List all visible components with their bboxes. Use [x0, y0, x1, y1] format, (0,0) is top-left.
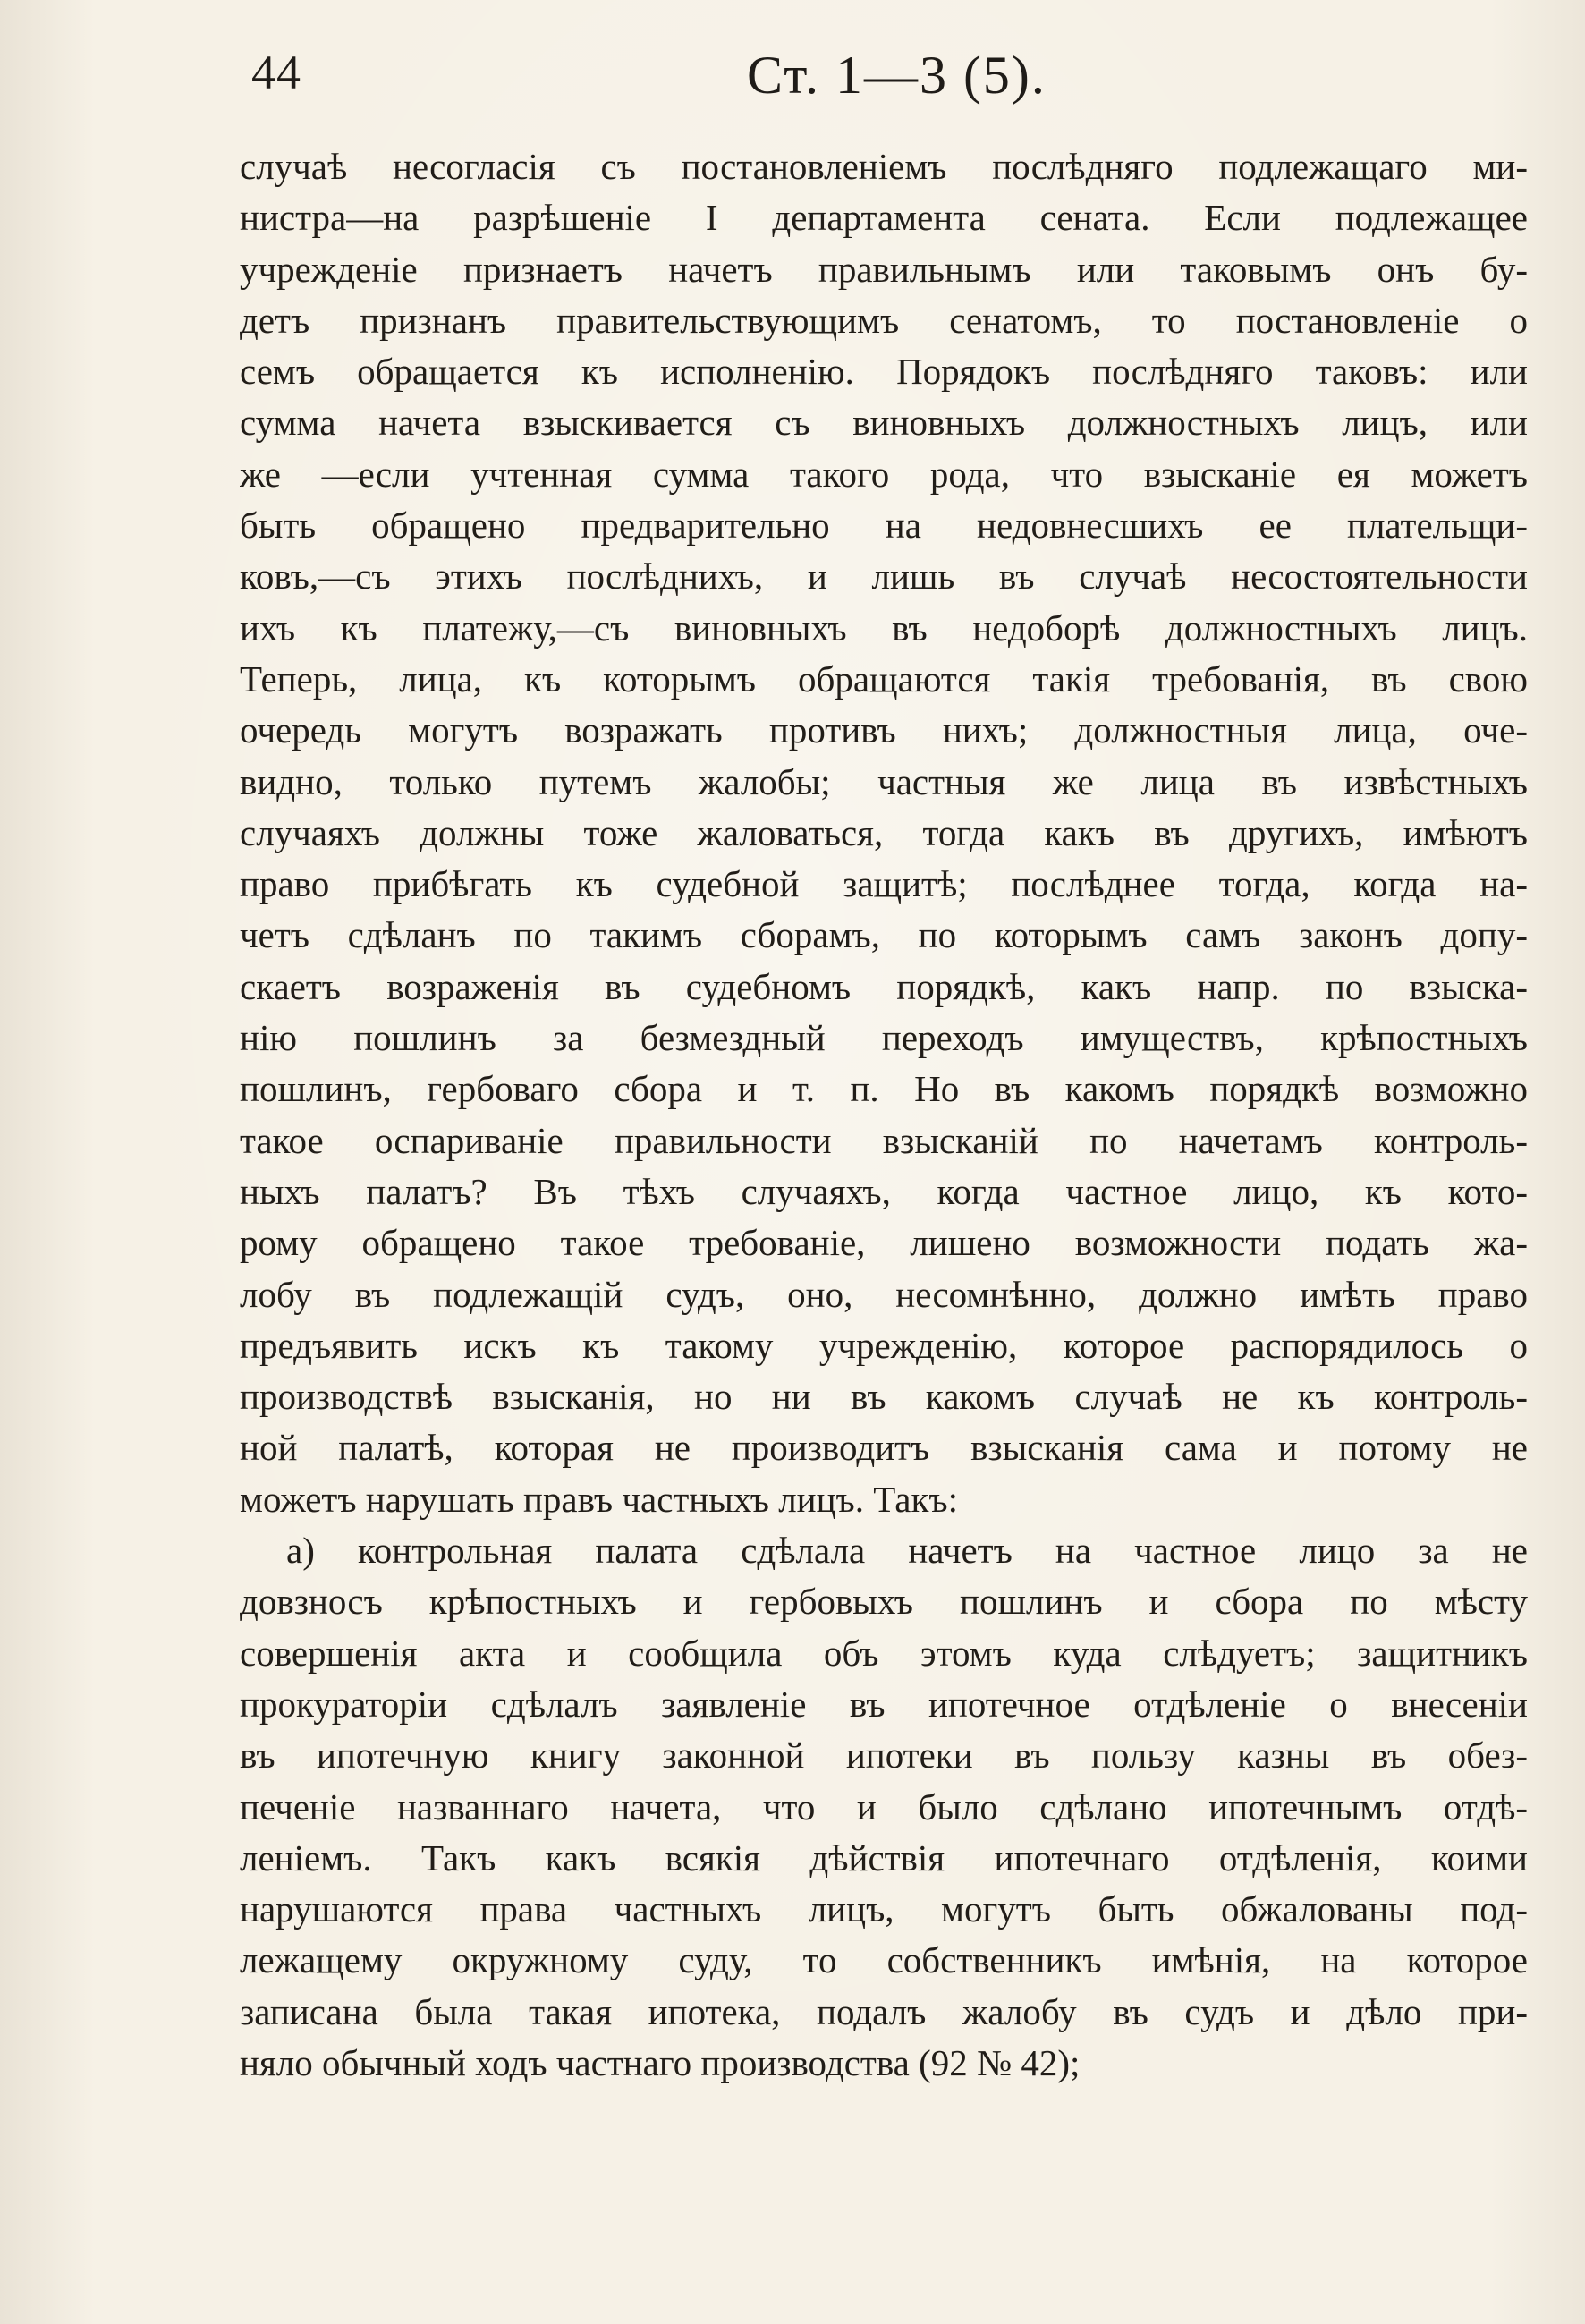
- text-line: сумма начета взыскивается съ виновныхъ должностныхъ лицъ, или: [240, 402, 1528, 444]
- text-line: лежащему окружному суду, то собственникъ имѣнія, на которое: [240, 1939, 1528, 1981]
- text-line: Теперь, лица, къ которымъ обращаются такія требованія, въ свою: [240, 657, 1528, 700]
- text-line: леніемъ. Такъ какъ всякія дѣйствія ипотечнаго отдѣленія, коими: [240, 1836, 1528, 1879]
- page-number: 44: [251, 46, 301, 99]
- text-line: предъявить искъ къ такому учрежденію, которое распорядилось о: [240, 1324, 1528, 1366]
- text-line: учрежденіе признаетъ начетъ правильнымъ или таковымъ онъ бу-: [240, 248, 1528, 290]
- paragraph: [240, 1525, 1528, 2089]
- text-line: ной палатѣ, которая не производитъ взысканія сама и потому не: [240, 1427, 1528, 1469]
- text-line: въ ипотечную книгу законной ипотеки въ пользу казны въ обез-: [240, 1735, 1528, 1777]
- text-line: такое оспариваніе правильности взысканій по начетамъ контроль-: [240, 1119, 1528, 1161]
- text-line: детъ признанъ правительствующимъ сенатомъ, то постановленіе о: [240, 299, 1528, 341]
- text-line: право прибѣгать къ судебной защитѣ; послѣднее тогда, когда на-: [240, 863, 1528, 905]
- text-line: скаетъ возраженія въ судебномъ порядкѣ, какъ напр. по взыска-: [240, 965, 1528, 1007]
- running-head: Ст. 1—3 (5).: [747, 46, 1047, 105]
- text-line: четъ сдѣланъ по такимъ сборамъ, по которымъ самъ законъ допу-: [240, 914, 1528, 956]
- text-line: прокураторіи сдѣлалъ заявленіе въ ипотечное отдѣленіе о внесеніи: [240, 1683, 1528, 1725]
- text-line: случаѣ несогласія съ постановленіемъ послѣдняго подлежащаго ми-: [240, 146, 1528, 187]
- text-line: ихъ къ платежу,—съ виновныхъ въ недоборѣ должностныхъ лицъ.: [240, 606, 1528, 649]
- paragraph: [240, 141, 1528, 1525]
- text-line: случаяхъ должны тоже жаловаться, тогда какъ въ другихъ, имѣютъ: [240, 811, 1528, 853]
- text-line: семъ обращается къ исполненію. Порядокъ послѣдняго таковъ: или: [240, 351, 1528, 393]
- text-line: рому обращено такое требованіе, лишено возможности подать жа-: [240, 1222, 1528, 1264]
- text-line: совершенія акта и сообщила объ этомъ куда слѣдуетъ; защитникъ: [240, 1632, 1528, 1674]
- text-line: нистра—на разрѣшеніе I департамента сената. Если подлежащее: [240, 197, 1528, 239]
- text-line: нарушаются права частныхъ лицъ, могутъ быть обжалованы под-: [240, 1888, 1528, 1930]
- text-line: няло обычный ходъ частнаго производства (92 № 42);: [240, 2041, 1081, 2083]
- text-line: нію пошлинъ за безмездный переходъ имуществъ, крѣпостныхъ: [240, 1017, 1528, 1059]
- text-line: а) контрольная палата сдѣлала начетъ на частное лицо за не: [286, 1530, 1528, 1572]
- text-line: печеніе названнаго начета, что и было сдѣлано ипотечнымъ отдѣ-: [240, 1785, 1528, 1828]
- text-line: довзносъ крѣпостныхъ и гербовыхъ пошлинъ и сбора по мѣсту: [240, 1581, 1528, 1623]
- text-line: видно, только путемъ жалобы; частныя же лица въ извѣстныхъ: [240, 760, 1528, 802]
- text-line: можетъ нарушать правъ частныхъ лицъ. Такъ:: [240, 1478, 958, 1520]
- text-line: очередь могутъ возражать противъ нихъ; должностныя лица, оче-: [240, 709, 1528, 751]
- page-header: [237, 39, 1522, 111]
- text-line: пошлинъ, гербоваго сбора и т. п. Но въ какомъ порядкѣ возможно: [240, 1068, 1528, 1110]
- text-line: ковъ,—съ этихъ послѣднихъ, и лишь въ случаѣ несостоятельности: [240, 556, 1528, 598]
- text-line: лобу въ подлежащій судъ, оно, несомнѣнно, должно имѣть право: [240, 1273, 1528, 1315]
- text-line: ныхъ палатъ? Въ тѣхъ случаяхъ, когда частное лицо, къ кото-: [240, 1170, 1528, 1212]
- text-line: производствѣ взысканія, но ни въ какомъ случаѣ не къ контроль-: [240, 1376, 1528, 1418]
- text-line: же —если учтенная сумма такого рода, что взысканіе ея можетъ: [240, 453, 1528, 495]
- text-line: записана была такая ипотека, подалъ жалобу въ судъ и дѣло при-: [240, 1990, 1528, 2032]
- text-line: быть обращено предварительно на недовнесшихъ ее плательщи-: [240, 505, 1528, 547]
- body-text: [240, 141, 1528, 2089]
